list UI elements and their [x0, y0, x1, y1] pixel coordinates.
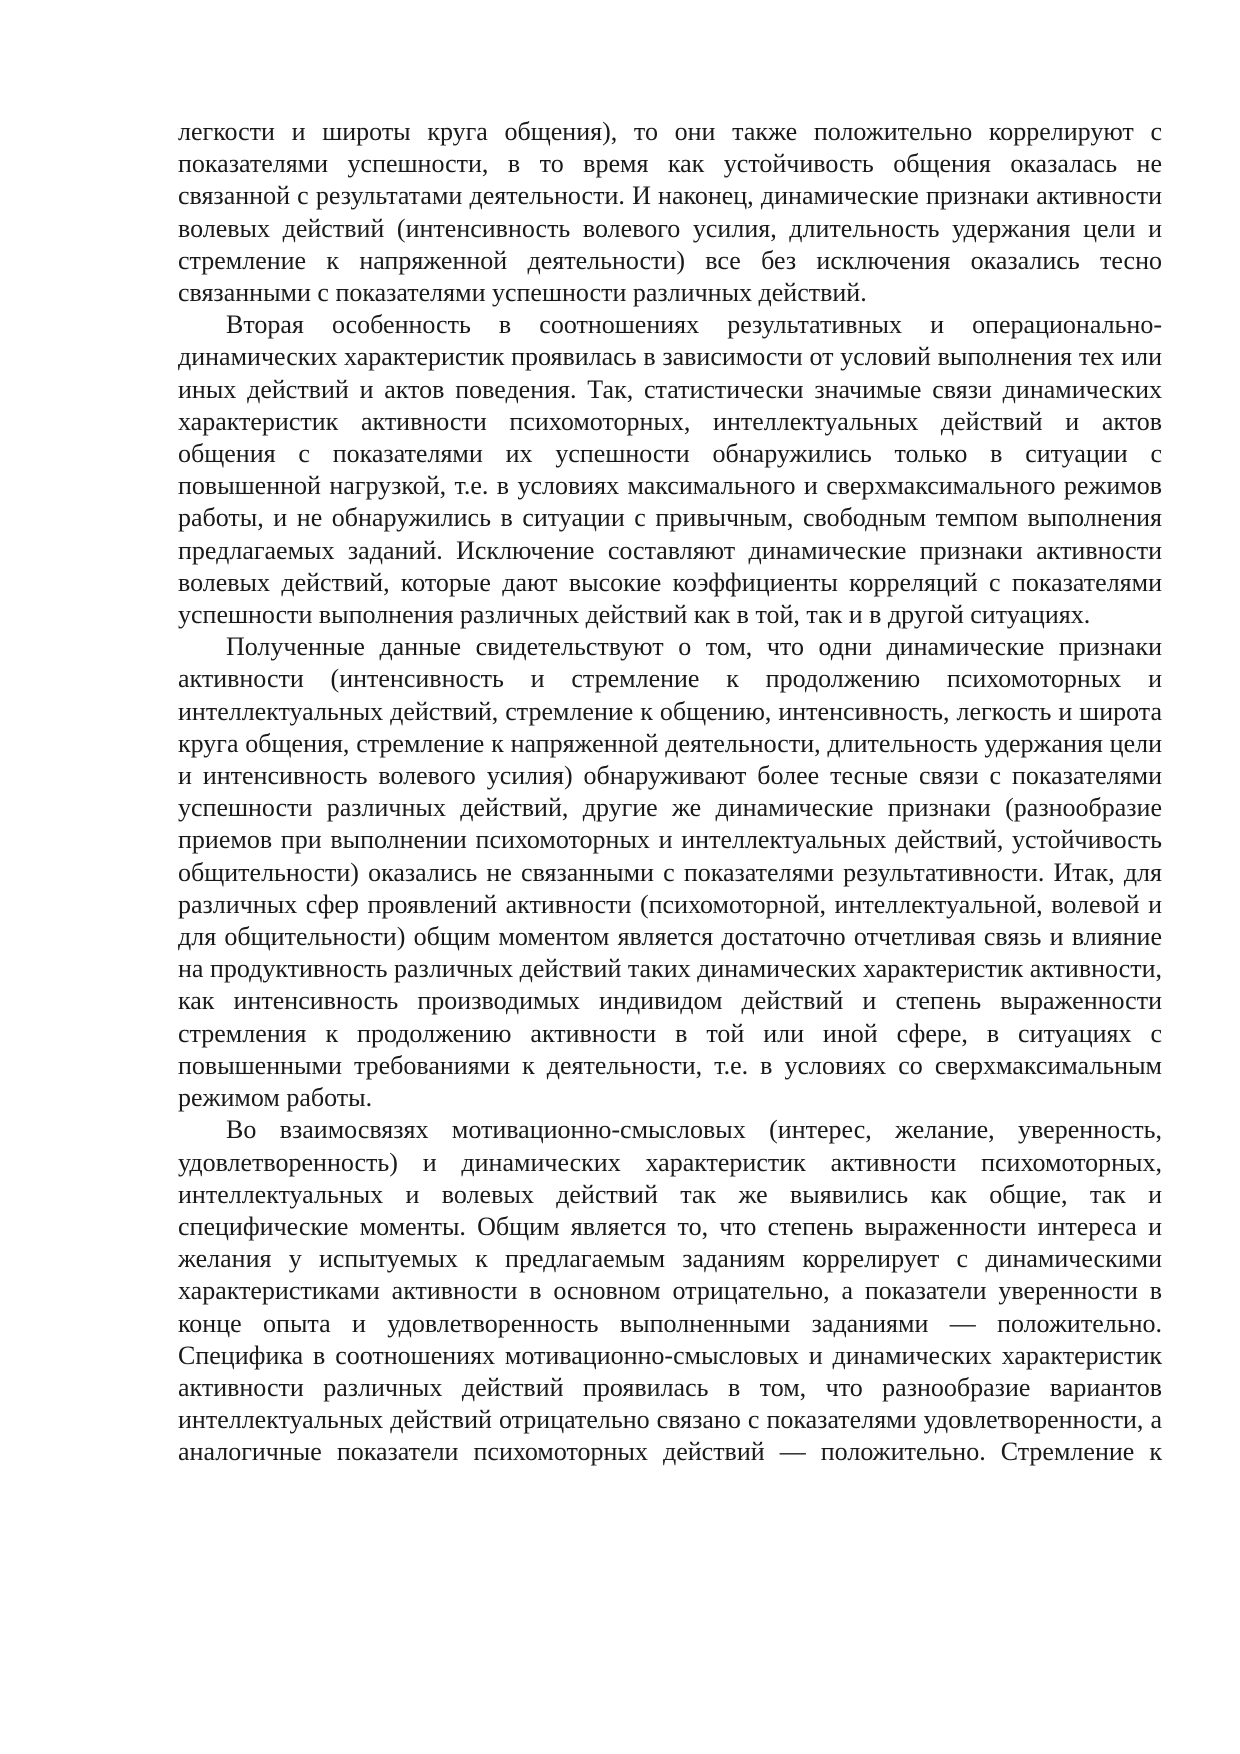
paragraph-4: Во взаимосвязях мотивационно-смысловых (интерес, желание, уверенность, удовлетворенность) и динамических характеристик активности психомоторных, интеллектуальных и волевых действий так же выявились как общие, так и специфические моменты. Общим является то, что степень выраженности интереса и желания у испытуемых к предлагаемым заданиям коррелирует с динамическими характеристиками активности в основном отрицательно, а показатели уверенности в конце опыта и удовлетворенность выполненными заданиями — положительно. Специфика в соотношениях мотивационно-смысловых и динамических характеристик активности различных действий проявилась в том, что разнообразие вариантов интеллектуальных действий отрицательно связано с показателями удовлетворенности, а аналогичные показатели психомоторных действий — положительно. Стремление к — [178, 1115, 1162, 1467]
paragraph-3: Полученные данные свидетельствуют о том, что одни динамические признаки активности (интенсивность и стремление к продолжению психомоторных и интеллектуальных действий, стремление к общению, интенсивность, легкость и широта круга общения, стремление к напряженной деятельности, длительность удержания цели и интенсивность волевого усилия) обнаруживают более тесные связи с показателями успешности различных действий, другие же динамические признаки (разнообразие приемов при выполнении психомоторных и интеллектуальных действий, устойчивость общительности) оказались не связанными с показателями результативности. Итак, для различных сфер проявлений активности (психомоторной, интеллектуальной, волевой и для общительности) общим моментом является достаточно отчетливая связь и влияние на продуктивность различных действий таких динамических характеристик активности, как интенсивность производимых индивидом действий и степень выраженности стремления к продолжению активности в той или иной сфере, в ситуациях с повышенными требованиями к деятельности, т.е. в условиях со сверхмаксимальным режимом работы. — [178, 632, 1162, 1113]
document-page — [178, 116, 1162, 1469]
paragraph-2: Вторая особенность в соотношениях результативных и операционально-динамических характеристик проявилась в зависимости от условий выполнения тех или иных действий и актов поведения. Так, статистически значимые связи динамических характеристик активности психомоторных, интеллектуальных действий и актов общения с показателями их успешности обнаружились только в ситуации с повышенной нагрузкой, т.е. в условиях максимального и сверхмаксимального режимов работы, и не обнаружились в ситуации с привычным, свободным темпом выполнения предлагаемых заданий. Исключение составляют динамические признаки активности волевых действий, которые дают высокие коэффициенты корреляций с показателями успешности выполнения различных действий как в той, так и в другой ситуациях. — [178, 310, 1162, 630]
paragraph-1: легкости и широты круга общения), то они также положительно коррелируют с показателями успешности, в то время как устойчивость общения оказалась не связанной с результатами деятельности. И наконец, динамические признаки активности волевых действий (интенсивность волевого усилия, длительность удержания цели и стремление к напряженной деятельности) все без исключения оказались тесно связанными с показателями успешности различных действий. — [178, 117, 1162, 308]
